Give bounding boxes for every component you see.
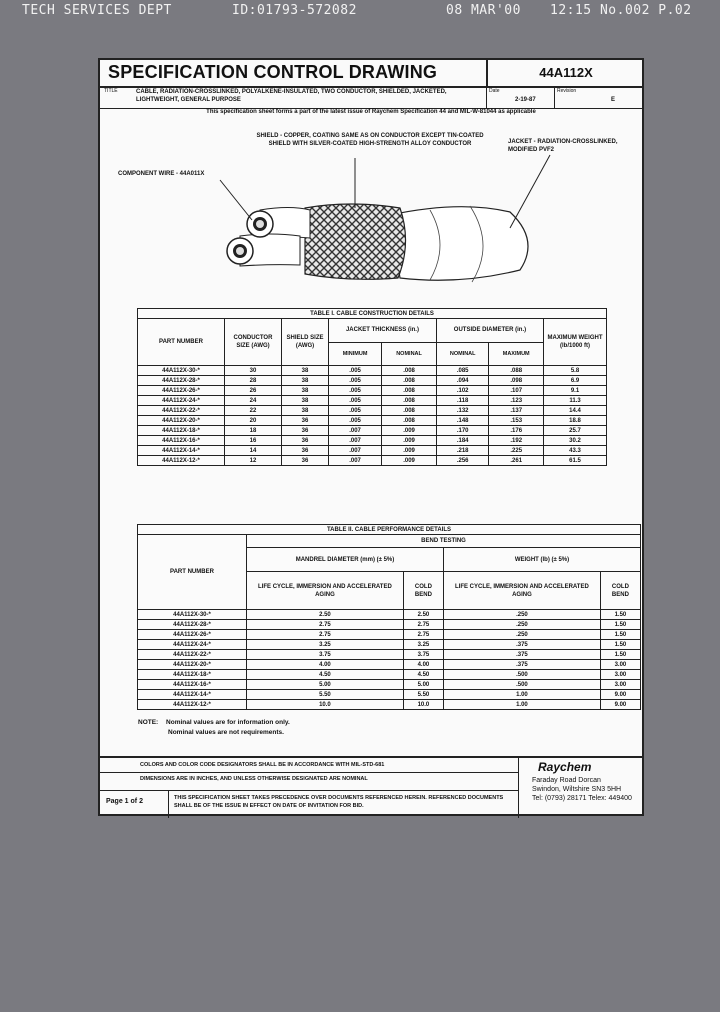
revision-value: E bbox=[611, 97, 616, 103]
note-line-1: Nominal values are for information only. bbox=[166, 719, 290, 726]
t2-bend-header: BEND TESTING bbox=[247, 535, 641, 548]
table-cell: .261 bbox=[489, 456, 544, 466]
table-cell: 14.4 bbox=[544, 406, 607, 416]
table-cell: .500 bbox=[443, 680, 600, 690]
table-cell: 43.3 bbox=[544, 446, 607, 456]
note-line-2: Nominal values are not requirements. bbox=[168, 729, 284, 736]
footer-line-2: DIMENSIONS ARE IN INCHES, AND UNLESS OTHERWISE DESIGNATED ARE NOMINAL bbox=[140, 776, 368, 782]
table-cell: 10.0 bbox=[403, 700, 443, 710]
table-cell: 2.50 bbox=[403, 610, 443, 620]
table-cell: .218 bbox=[436, 446, 488, 456]
table-cell: 61.5 bbox=[544, 456, 607, 466]
table-cell: .088 bbox=[489, 366, 544, 376]
shield-callout: SHIELD - COPPER, COATING SAME AS ON CONDUCTOR EXCEPT TIN-COATED SHIELD WITH SILVER-COATED HIGH-STRENGTH ALLOY CONDUCTOR bbox=[256, 133, 484, 147]
table-cell: 30.2 bbox=[544, 436, 607, 446]
table-cell: 44A112X-22-* bbox=[138, 406, 225, 416]
spec-sheet bbox=[98, 58, 644, 816]
page-title: SPECIFICATION CONTROL DRAWING bbox=[108, 62, 438, 82]
table-cell: 12 bbox=[225, 456, 282, 466]
table-cell: 44A112X-30-* bbox=[138, 610, 247, 620]
table-cell: 3.25 bbox=[403, 640, 443, 650]
table-cell: 44A112X-16-* bbox=[138, 680, 247, 690]
table-cell: 3.00 bbox=[600, 680, 640, 690]
table-cell: .375 bbox=[443, 660, 600, 670]
table-cell: .008 bbox=[382, 396, 437, 406]
table-cell: 6.9 bbox=[544, 376, 607, 386]
table-cell: .005 bbox=[329, 396, 382, 406]
t1-nom2-header: NOMINAL bbox=[436, 342, 488, 366]
t1-shield-header: SHIELD SIZE (AWG) bbox=[282, 319, 329, 366]
t1-od-header: OUTSIDE DIAMETER (in.) bbox=[436, 319, 543, 343]
table-cell: 5.50 bbox=[247, 690, 404, 700]
table-cell: .007 bbox=[329, 446, 382, 456]
table-row bbox=[138, 610, 641, 620]
table-cell: 1.50 bbox=[600, 620, 640, 630]
table-cell: .005 bbox=[329, 376, 382, 386]
table-cell: 1.50 bbox=[600, 610, 640, 620]
table-cell: 44A112X-28-* bbox=[138, 620, 247, 630]
table-cell: 5.50 bbox=[403, 690, 443, 700]
table-cell: .148 bbox=[436, 416, 488, 426]
table-cell: .094 bbox=[436, 376, 488, 386]
table-cell: .005 bbox=[329, 406, 382, 416]
table-row bbox=[138, 436, 607, 446]
fax-dept: TECH SERVICES DEPT bbox=[22, 3, 172, 18]
fax-date: 08 MAR'00 bbox=[446, 3, 521, 18]
table-row bbox=[138, 366, 607, 376]
footer-line-1: COLORS AND COLOR CODE DESIGNATORS SHALL BE IN ACCORDANCE WITH MIL-STD-681 bbox=[140, 762, 385, 768]
company-address bbox=[532, 776, 632, 803]
table-cell: 44A112X-28-* bbox=[138, 376, 225, 386]
cable-drawing bbox=[100, 60, 642, 300]
table-cell: .005 bbox=[329, 416, 382, 426]
t2-life2-header: LIFE CYCLE, IMMERSION AND ACCELERATED AGING bbox=[443, 572, 600, 610]
table-cell: 4.50 bbox=[247, 670, 404, 680]
t2-weight-header: WEIGHT (lb) (± 5%) bbox=[443, 547, 640, 572]
table-cell: .375 bbox=[443, 640, 600, 650]
table-row bbox=[138, 446, 607, 456]
table-cell: 4.00 bbox=[247, 660, 404, 670]
table-cell: .118 bbox=[436, 396, 488, 406]
table-cell: .176 bbox=[489, 426, 544, 436]
table-cell: .098 bbox=[489, 376, 544, 386]
table-cell: 25.7 bbox=[544, 426, 607, 436]
table-cell: .007 bbox=[329, 456, 382, 466]
table-cell: .170 bbox=[436, 426, 488, 436]
table-row bbox=[138, 386, 607, 396]
table-cell: .102 bbox=[436, 386, 488, 396]
table-cell: .132 bbox=[436, 406, 488, 416]
fax-time-page: 12:15 No.002 P.02 bbox=[550, 3, 692, 18]
table-cell: 44A112X-30-* bbox=[138, 366, 225, 376]
table-cell: .192 bbox=[489, 436, 544, 446]
table-cell: .085 bbox=[436, 366, 488, 376]
table-row bbox=[138, 376, 607, 386]
table-cell: 5.00 bbox=[247, 680, 404, 690]
table-cell: 3.75 bbox=[403, 650, 443, 660]
address-line-3: Tel: (0793) 28171 Telex: 449400 bbox=[532, 795, 632, 802]
t1-nom-header: NOMINAL bbox=[382, 342, 437, 366]
table-cell: 38 bbox=[282, 396, 329, 406]
table-row bbox=[138, 640, 641, 650]
table-cell: .250 bbox=[443, 610, 600, 620]
table-cell: 5.8 bbox=[544, 366, 607, 376]
t2-cold-header: COLD BEND bbox=[403, 572, 443, 610]
table-cell: 36 bbox=[282, 456, 329, 466]
table-cell: 2.75 bbox=[247, 620, 404, 630]
table-cell: 36 bbox=[282, 416, 329, 426]
table-cell: .005 bbox=[329, 366, 382, 376]
table-cell: 11.3 bbox=[544, 396, 607, 406]
applicability-notice: This specification sheet forms a part of the latest issue of Raychem Specification 44 and MIL-W-81044 as applicable bbox=[206, 109, 536, 115]
table1-title: TABLE I. CABLE CONSTRUCTION DETAILS bbox=[138, 309, 607, 319]
table-row bbox=[138, 406, 607, 416]
table-cell: 44A112X-14-* bbox=[138, 446, 225, 456]
t1-max-header: MAXIMUM bbox=[489, 342, 544, 366]
table-cell: .009 bbox=[382, 426, 437, 436]
notes-label: NOTE: bbox=[138, 719, 159, 726]
table-cell: 1.00 bbox=[443, 690, 600, 700]
table-cell: 1.50 bbox=[600, 650, 640, 660]
date-label: Date bbox=[489, 88, 500, 94]
t2-part-header: PART NUMBER bbox=[138, 535, 247, 610]
fax-id: ID:01793-572082 bbox=[232, 3, 357, 18]
table-cell: .008 bbox=[382, 406, 437, 416]
t1-jacket-header: JACKET THICKNESS (in.) bbox=[329, 319, 437, 343]
table-row bbox=[138, 690, 641, 700]
table-cell: 44A112X-18-* bbox=[138, 426, 225, 436]
table-row bbox=[138, 670, 641, 680]
table-row bbox=[138, 650, 641, 660]
table-cell: 16 bbox=[225, 436, 282, 446]
table-cell: 1.00 bbox=[443, 700, 600, 710]
revision-label: Revision bbox=[557, 88, 577, 94]
table-cell: .005 bbox=[329, 386, 382, 396]
table-cell: .184 bbox=[436, 436, 488, 446]
notes bbox=[138, 718, 290, 738]
table-cell: .008 bbox=[382, 376, 437, 386]
table-cell: .007 bbox=[329, 426, 382, 436]
t2-mandrel-header: MANDREL DIAMETER (mm) (± 5%) bbox=[247, 547, 444, 572]
table-cell: .008 bbox=[382, 416, 437, 426]
t1-weight-header: MAXIMUM WEIGHT (lb/1000 ft) bbox=[544, 319, 607, 366]
page-number: Page 1 of 2 bbox=[106, 798, 143, 805]
t2-cold2-header: COLD BEND bbox=[600, 572, 640, 610]
jacket-callout: JACKET - RADIATION-CROSSLINKED, MODIFIED PVF2 bbox=[508, 139, 618, 153]
table-cell: 3.25 bbox=[247, 640, 404, 650]
t1-part-header: PART NUMBER bbox=[138, 319, 225, 366]
table-cell: 38 bbox=[282, 366, 329, 376]
table2-title: TABLE II. CABLE PERFORMANCE DETAILS bbox=[138, 525, 641, 535]
table-cell: 38 bbox=[282, 386, 329, 396]
table-cell: .500 bbox=[443, 670, 600, 680]
title-label: TITLE bbox=[104, 88, 118, 94]
table-cell: 22 bbox=[225, 406, 282, 416]
table-cell: .008 bbox=[382, 366, 437, 376]
table-cell: 28 bbox=[225, 376, 282, 386]
table-cell: 44A112X-24-* bbox=[138, 640, 247, 650]
table-cell: .009 bbox=[382, 436, 437, 446]
table-row bbox=[138, 416, 607, 426]
table-cell: 18 bbox=[225, 426, 282, 436]
table-cell: .107 bbox=[489, 386, 544, 396]
table-cell: 44A112X-20-* bbox=[138, 660, 247, 670]
table-cell: 9.00 bbox=[600, 700, 640, 710]
table-cell: 44A112X-12-* bbox=[138, 456, 225, 466]
table-cell: 44A112X-16-* bbox=[138, 436, 225, 446]
table-cell: .123 bbox=[489, 396, 544, 406]
table-cell: 44A112X-14-* bbox=[138, 690, 247, 700]
table-cell: .250 bbox=[443, 620, 600, 630]
part-number: 44A112X bbox=[486, 60, 644, 86]
shield-braid bbox=[305, 204, 406, 279]
table-cell: .153 bbox=[489, 416, 544, 426]
table-cell: 4.00 bbox=[403, 660, 443, 670]
footer-line-3: THIS SPECIFICATION SHEET TAKES PRECEDENCE OVER DOCUMENTS REFERENCED HEREIN. REFERENCED DOCUMENTS SHALL BE OF THE ISSUE IN EFFECT ON DATE OF INVITATION FOR BID. bbox=[174, 795, 504, 809]
table-cell: 26 bbox=[225, 386, 282, 396]
t2-life-header: LIFE CYCLE, IMMERSION AND ACCELERATED AGING bbox=[247, 572, 404, 610]
table-cell: 3.75 bbox=[247, 650, 404, 660]
table-cell: 30 bbox=[225, 366, 282, 376]
table-row bbox=[138, 396, 607, 406]
table-cell: 38 bbox=[282, 406, 329, 416]
table-row bbox=[138, 426, 607, 436]
footer bbox=[100, 756, 642, 818]
t1-cond-header: CONDUCTOR SIZE (AWG) bbox=[225, 319, 282, 366]
table-cell: 14 bbox=[225, 446, 282, 456]
table-cell: .009 bbox=[382, 456, 437, 466]
table-cell: 44A112X-26-* bbox=[138, 386, 225, 396]
table-cell: .007 bbox=[329, 436, 382, 446]
table-row bbox=[138, 620, 641, 630]
address-line-2: Swindon, Wiltshire SN3 5HH bbox=[532, 786, 622, 793]
table-cell: 2.75 bbox=[403, 620, 443, 630]
table-cell: .009 bbox=[382, 446, 437, 456]
table-cell: 2.50 bbox=[247, 610, 404, 620]
table-cell: 36 bbox=[282, 436, 329, 446]
table-cell: 44A112X-22-* bbox=[138, 650, 247, 660]
table-cell: 44A112X-12-* bbox=[138, 700, 247, 710]
table-cell: 44A112X-18-* bbox=[138, 670, 247, 680]
table-cell: 10.0 bbox=[247, 700, 404, 710]
table-cell: 44A112X-24-* bbox=[138, 396, 225, 406]
table-cell: 44A112X-26-* bbox=[138, 630, 247, 640]
table-row bbox=[138, 456, 607, 466]
table-row bbox=[138, 660, 641, 670]
table-cell: 24 bbox=[225, 396, 282, 406]
table-cell: 3.00 bbox=[600, 660, 640, 670]
table-cell: 44A112X-20-* bbox=[138, 416, 225, 426]
address-line-1: Faraday Road Dorcan bbox=[532, 777, 601, 784]
table-cell: 1.50 bbox=[600, 630, 640, 640]
table-cell: .137 bbox=[489, 406, 544, 416]
t1-min-header: MINIMUM bbox=[329, 342, 382, 366]
table-cell: 38 bbox=[282, 376, 329, 386]
table-cell: 18.8 bbox=[544, 416, 607, 426]
construction-table bbox=[137, 308, 607, 466]
table-row bbox=[138, 700, 641, 710]
jacket-shape bbox=[390, 207, 528, 281]
table-cell: .225 bbox=[489, 446, 544, 456]
table-cell: .250 bbox=[443, 630, 600, 640]
table-cell: 20 bbox=[225, 416, 282, 426]
component-callout: COMPONENT WIRE - 44A011X bbox=[118, 171, 205, 177]
company-logo: Raychem bbox=[538, 760, 592, 774]
table-cell: 3.00 bbox=[600, 670, 640, 680]
table-cell: .256 bbox=[436, 456, 488, 466]
table-cell: .008 bbox=[382, 386, 437, 396]
table-cell: 5.00 bbox=[403, 680, 443, 690]
table-cell: 4.50 bbox=[403, 670, 443, 680]
cable-description: CABLE, RADIATION-CROSSLINKED, POLYALKENE-INSULATED, TWO CONDUCTOR, SHIELDED, JACKETED, LIGHTWEIGHT, GENERAL PURPOSE bbox=[136, 89, 447, 103]
table-cell: 2.75 bbox=[403, 630, 443, 640]
performance-table bbox=[137, 524, 641, 710]
table-cell: 36 bbox=[282, 426, 329, 436]
table-row bbox=[138, 630, 641, 640]
table-cell: 36 bbox=[282, 446, 329, 456]
table-cell: 9.1 bbox=[544, 386, 607, 396]
table-cell: 2.75 bbox=[247, 630, 404, 640]
table-row bbox=[138, 680, 641, 690]
date-value: 2-19-87 bbox=[515, 97, 536, 103]
table-cell: 1.50 bbox=[600, 640, 640, 650]
table-cell: .375 bbox=[443, 650, 600, 660]
table-cell: 9.00 bbox=[600, 690, 640, 700]
